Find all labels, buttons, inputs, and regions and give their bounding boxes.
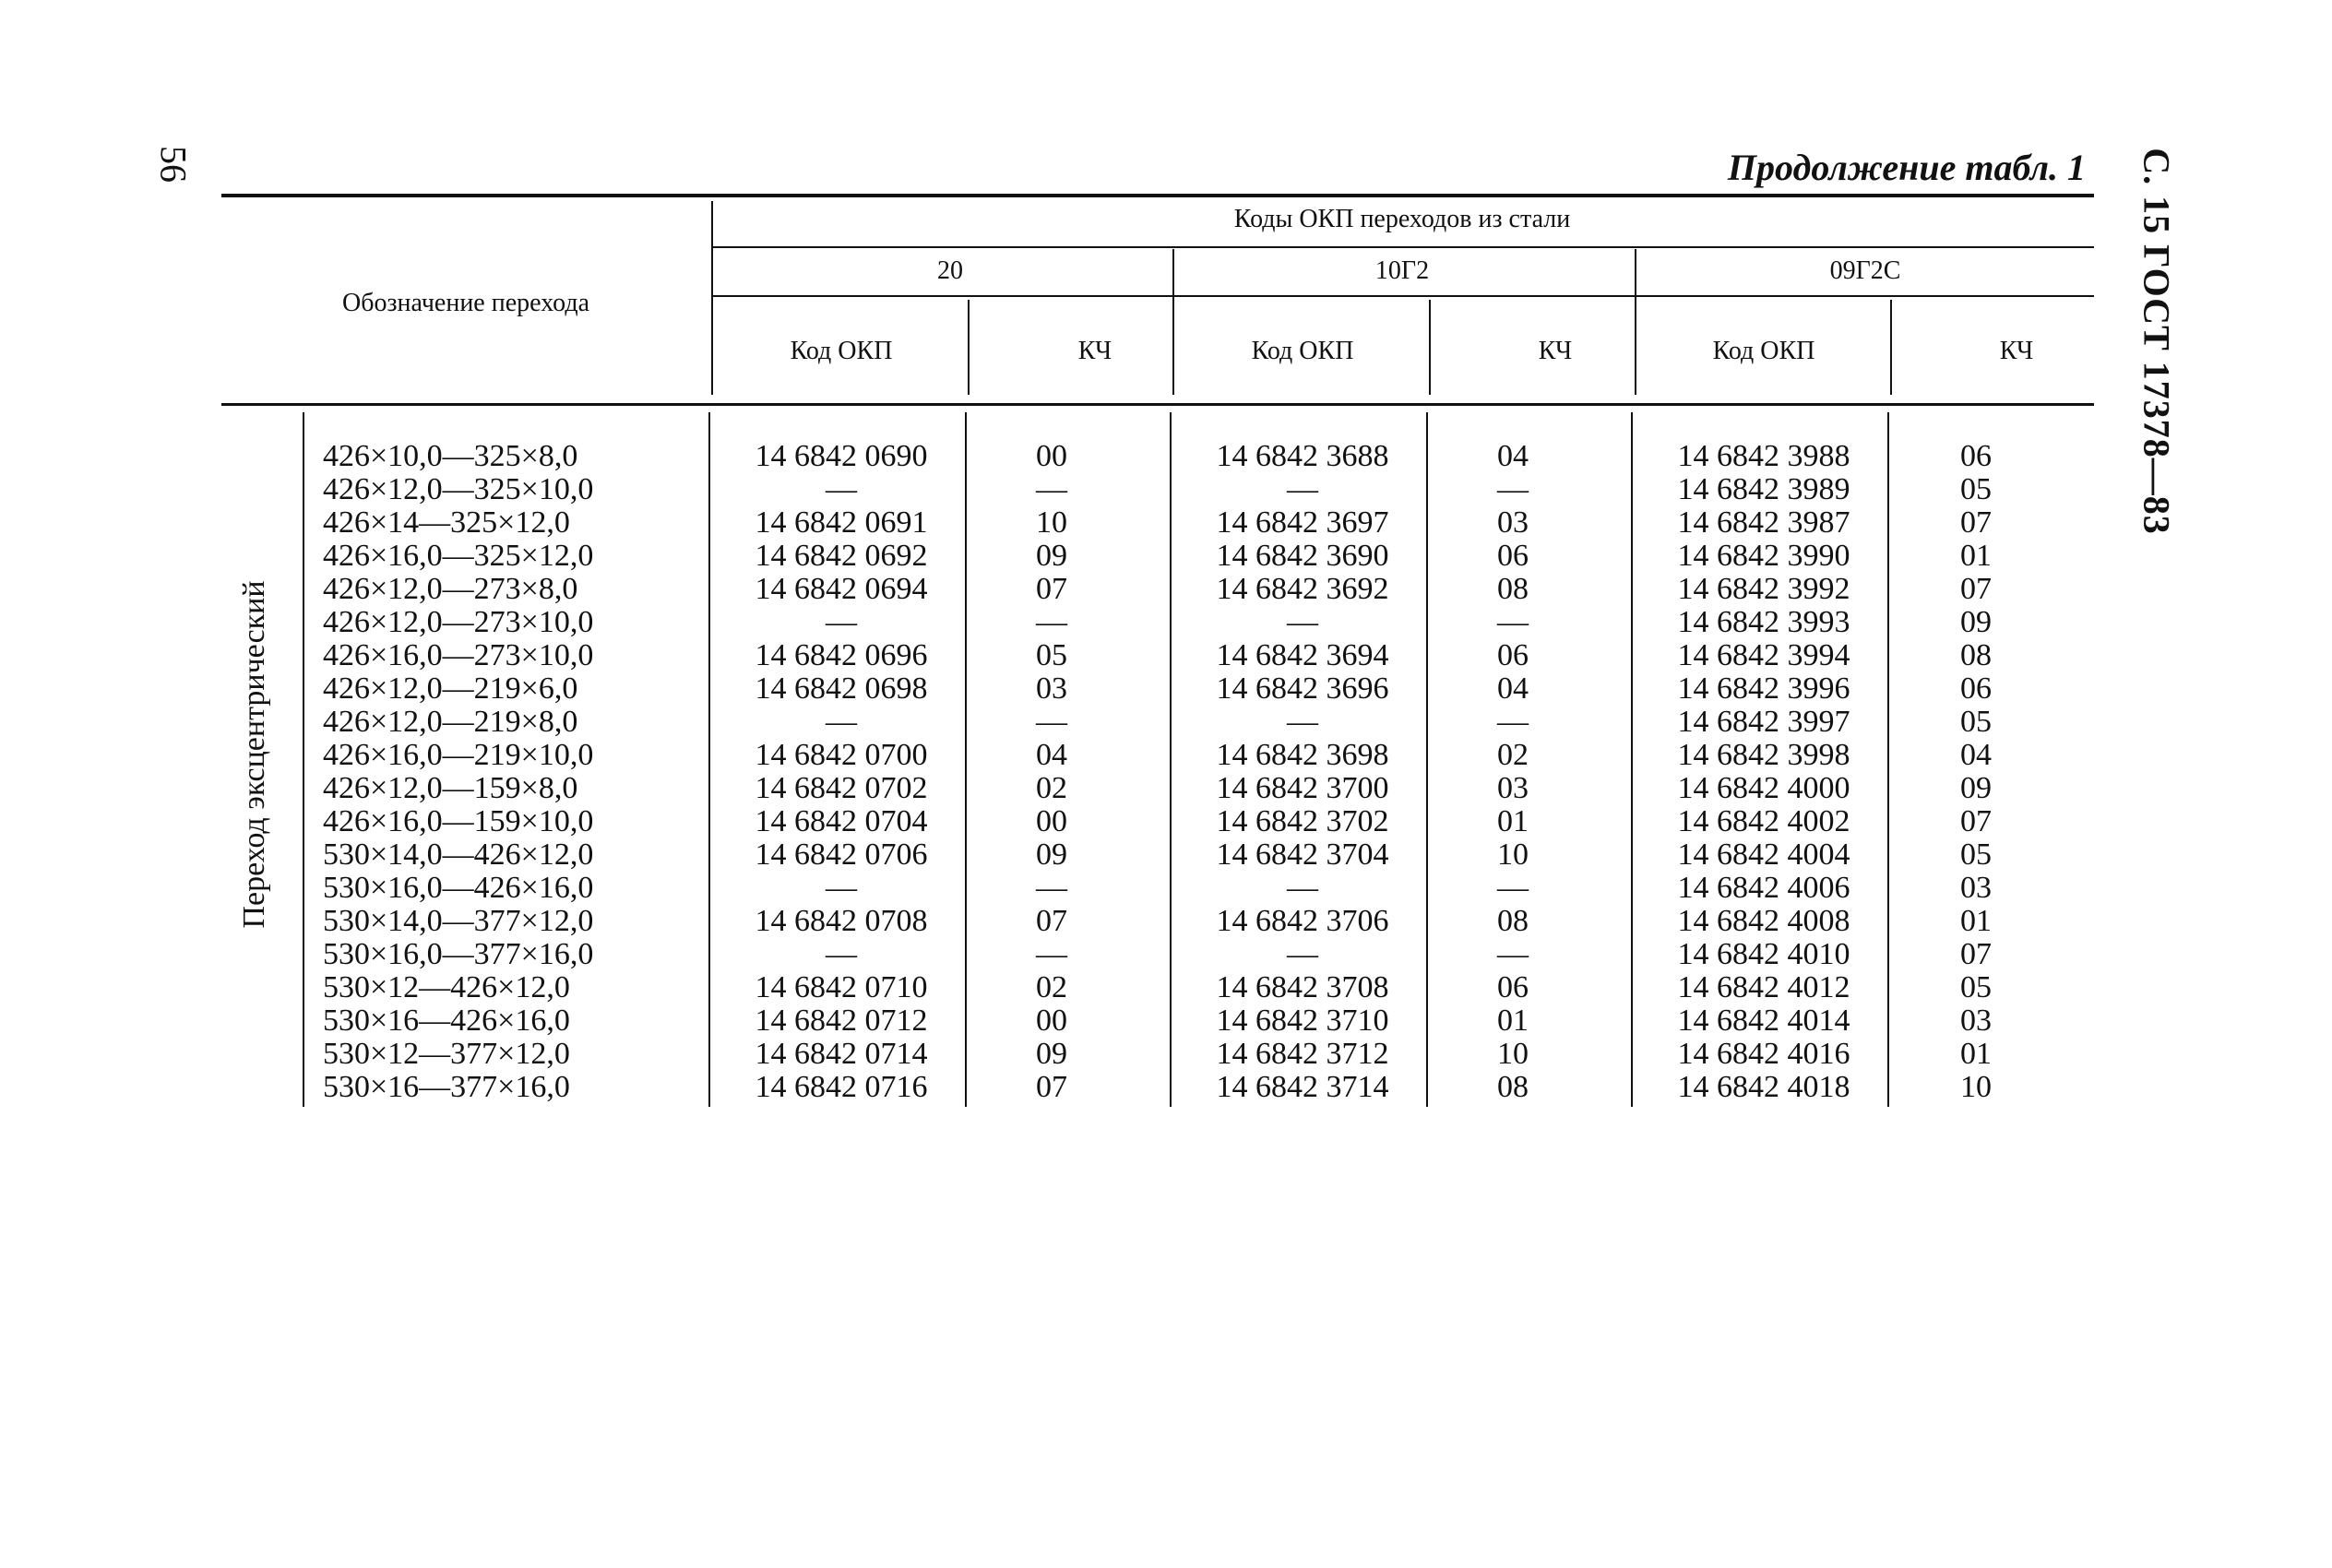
- okp-code-20: 14 6842 0690: [755, 439, 928, 473]
- table-row: [0, 938, 2332, 971]
- okp-code-20: 14 6842 0714: [755, 1037, 928, 1071]
- kch-20: 00: [1036, 439, 1067, 473]
- kch-10g2: 03: [1497, 505, 1529, 540]
- kch-09g2s: 04: [1960, 738, 1992, 772]
- kch-09g2s: 03: [1960, 871, 1992, 905]
- okp-code-10g2: 14 6842 3704: [1216, 837, 1389, 872]
- kch-20: 00: [1036, 1004, 1067, 1038]
- okp-code-09g2s: 14 6842 3993: [1677, 605, 1850, 639]
- okp-code-10g2: —: [1287, 937, 1318, 971]
- header-designation: Обозначение перехода: [342, 289, 589, 317]
- page-number: 56: [152, 146, 195, 183]
- okp-code-20: 14 6842 0710: [755, 970, 928, 1004]
- header-steel-09g2s: 09Г2С: [1829, 256, 1901, 285]
- kch-20: —: [1036, 605, 1067, 639]
- kch-09g2s: 05: [1960, 705, 1992, 739]
- header-steel-20: 20: [937, 256, 963, 285]
- table-row: [0, 805, 2332, 838]
- kch-10g2: 02: [1497, 738, 1529, 772]
- designation-cell: 426×12,0—219×8,0: [323, 705, 578, 739]
- table-continuation-title: Продолжение табл. 1: [1727, 147, 2086, 188]
- okp-code-09g2s: 14 6842 4004: [1677, 837, 1850, 872]
- okp-code-10g2: 14 6842 3697: [1216, 505, 1389, 540]
- designation-cell: 426×12,0—273×8,0: [323, 572, 578, 606]
- kch-10g2: 03: [1497, 771, 1529, 805]
- okp-code-09g2s: 14 6842 4006: [1677, 871, 1850, 905]
- okp-code-09g2s: 14 6842 3992: [1677, 572, 1850, 606]
- table-row: [0, 473, 2332, 506]
- table-row: [0, 1038, 2332, 1071]
- kch-10g2: —: [1497, 705, 1529, 739]
- okp-code-09g2s: 14 6842 3997: [1677, 705, 1850, 739]
- table-row: [0, 872, 2332, 905]
- okp-code-10g2: —: [1287, 871, 1318, 905]
- okp-code-09g2s: 14 6842 4018: [1677, 1070, 1850, 1104]
- kch-09g2s: 03: [1960, 1004, 1992, 1038]
- kch-20: 09: [1036, 1037, 1067, 1071]
- kch-10g2: 10: [1497, 837, 1529, 872]
- okp-code-20: 14 6842 0694: [755, 572, 928, 606]
- okp-code-10g2: 14 6842 3706: [1216, 904, 1389, 938]
- table-row: [0, 639, 2332, 672]
- okp-code-20: 14 6842 0700: [755, 738, 928, 772]
- okp-code-09g2s: 14 6842 3987: [1677, 505, 1850, 540]
- designation-cell: 426×16,0—325×12,0: [323, 539, 594, 573]
- table-row: [0, 772, 2332, 805]
- okp-code-09g2s: 14 6842 3998: [1677, 738, 1850, 772]
- kch-20: —: [1036, 472, 1067, 506]
- okp-code-10g2: —: [1287, 705, 1318, 739]
- okp-code-10g2: 14 6842 3698: [1216, 738, 1389, 772]
- table-row: [0, 573, 2332, 606]
- group-label: Переход эксцентрический: [237, 580, 271, 929]
- okp-code-10g2: 14 6842 3696: [1216, 671, 1389, 706]
- designation-cell: 530×16,0—377×16,0: [323, 937, 594, 971]
- okp-code-20: 14 6842 0702: [755, 771, 928, 805]
- okp-code-20: 14 6842 0712: [755, 1004, 928, 1038]
- kch-20: 02: [1036, 970, 1067, 1004]
- table-row: [0, 706, 2332, 739]
- table-row: [0, 739, 2332, 772]
- kch-20: 10: [1036, 505, 1067, 540]
- okp-code-10g2: 14 6842 3714: [1216, 1070, 1389, 1104]
- kch-20: 00: [1036, 804, 1067, 838]
- designation-cell: 530×14,0—426×12,0: [323, 837, 594, 872]
- designation-cell: 426×16,0—159×10,0: [323, 804, 594, 838]
- okp-code-10g2: 14 6842 3694: [1216, 638, 1389, 672]
- table-row: [0, 606, 2332, 639]
- kch-20: 09: [1036, 837, 1067, 872]
- okp-code-10g2: —: [1287, 472, 1318, 506]
- kch-20: 07: [1036, 1070, 1067, 1104]
- okp-code-20: 14 6842 0696: [755, 638, 928, 672]
- table-row: [0, 540, 2332, 573]
- kch-10g2: —: [1497, 472, 1529, 506]
- table-row: [0, 506, 2332, 540]
- kch-10g2: —: [1497, 937, 1529, 971]
- okp-code-09g2s: 14 6842 4010: [1677, 937, 1850, 971]
- kch-20: 07: [1036, 904, 1067, 938]
- kch-10g2: 08: [1497, 1070, 1529, 1104]
- okp-code-20: 14 6842 0708: [755, 904, 928, 938]
- kch-20: 07: [1036, 572, 1067, 606]
- okp-code-20: 14 6842 0716: [755, 1070, 928, 1104]
- header-steel-10g2: 10Г2: [1374, 256, 1430, 285]
- kch-10g2: 01: [1497, 1004, 1529, 1038]
- okp-code-20: 14 6842 0706: [755, 837, 928, 872]
- designation-cell: 530×14,0—377×12,0: [323, 904, 594, 938]
- designation-cell: 426×12,0—219×6,0: [323, 671, 578, 706]
- kch-09g2s: 05: [1960, 472, 1992, 506]
- okp-code-20: 14 6842 0704: [755, 804, 928, 838]
- kch-10g2: —: [1497, 605, 1529, 639]
- okp-code-10g2: 14 6842 3710: [1216, 1004, 1389, 1038]
- designation-cell: 426×12,0—273×10,0: [323, 605, 594, 639]
- designation-cell: 426×12,0—325×10,0: [323, 472, 594, 506]
- okp-code-09g2s: 14 6842 3989: [1677, 472, 1850, 506]
- okp-code-20: 14 6842 0691: [755, 505, 928, 540]
- designation-cell: 530×12—426×12,0: [323, 970, 570, 1004]
- kch-09g2s: 01: [1960, 539, 1992, 573]
- header-kch: КЧ: [1538, 337, 1573, 365]
- kch-20: —: [1036, 937, 1067, 971]
- designation-cell: 426×16,0—273×10,0: [323, 638, 594, 672]
- kch-10g2: 06: [1497, 539, 1529, 573]
- okp-code-10g2: 14 6842 3692: [1216, 572, 1389, 606]
- okp-code-09g2s: 14 6842 3994: [1677, 638, 1850, 672]
- okp-code-20: 14 6842 0698: [755, 671, 928, 706]
- header-codes-group: Коды ОКП переходов из стали: [1233, 205, 1571, 233]
- kch-09g2s: 08: [1960, 638, 1992, 672]
- okp-code-20: —: [826, 605, 857, 639]
- okp-code-20: —: [826, 937, 857, 971]
- okp-code-09g2s: 14 6842 4008: [1677, 904, 1850, 938]
- okp-code-10g2: —: [1287, 605, 1318, 639]
- kch-09g2s: 07: [1960, 804, 1992, 838]
- designation-cell: 426×16,0—219×10,0: [323, 738, 594, 772]
- designation-cell: 530×16—377×16,0: [323, 1070, 570, 1104]
- okp-code-20: —: [826, 705, 857, 739]
- okp-code-09g2s: 14 6842 3988: [1677, 439, 1850, 473]
- kch-20: —: [1036, 705, 1067, 739]
- kch-10g2: 01: [1497, 804, 1529, 838]
- kch-09g2s: 07: [1960, 505, 1992, 540]
- kch-20: 05: [1036, 638, 1067, 672]
- kch-10g2: 06: [1497, 970, 1529, 1004]
- okp-code-20: 14 6842 0692: [755, 539, 928, 573]
- designation-cell: 530×16,0—426×16,0: [323, 871, 594, 905]
- okp-code-20: —: [826, 472, 857, 506]
- okp-code-09g2s: 14 6842 4002: [1677, 804, 1850, 838]
- okp-code-10g2: 14 6842 3700: [1216, 771, 1389, 805]
- okp-code-10g2: 14 6842 3688: [1216, 439, 1389, 473]
- kch-09g2s: 09: [1960, 771, 1992, 805]
- kch-09g2s: 05: [1960, 837, 1992, 872]
- table-row: [0, 971, 2332, 1004]
- okp-code-09g2s: 14 6842 4012: [1677, 970, 1850, 1004]
- kch-10g2: —: [1497, 871, 1529, 905]
- kch-20: 02: [1036, 771, 1067, 805]
- header-kch: КЧ: [1999, 337, 2034, 365]
- okp-code-09g2s: 14 6842 3996: [1677, 671, 1850, 706]
- header-code-okp: Код ОКП: [1712, 337, 1815, 365]
- okp-code-09g2s: 14 6842 4014: [1677, 1004, 1850, 1038]
- kch-10g2: 04: [1497, 671, 1529, 706]
- kch-20: 09: [1036, 539, 1067, 573]
- kch-20: —: [1036, 871, 1067, 905]
- header-code-okp: Код ОКП: [1251, 337, 1354, 365]
- kch-10g2: 08: [1497, 572, 1529, 606]
- okp-code-10g2: 14 6842 3690: [1216, 539, 1389, 573]
- table-row: [0, 672, 2332, 706]
- okp-code-10g2: 14 6842 3712: [1216, 1037, 1389, 1071]
- kch-09g2s: 09: [1960, 605, 1992, 639]
- kch-20: 04: [1036, 738, 1067, 772]
- okp-code-20: —: [826, 871, 857, 905]
- kch-10g2: 04: [1497, 439, 1529, 473]
- kch-09g2s: 06: [1960, 671, 1992, 706]
- designation-cell: 426×12,0—159×8,0: [323, 771, 578, 805]
- okp-code-10g2: 14 6842 3702: [1216, 804, 1389, 838]
- kch-10g2: 06: [1497, 638, 1529, 672]
- okp-code-09g2s: 14 6842 4000: [1677, 771, 1850, 805]
- table-row: [0, 905, 2332, 938]
- header-kch: КЧ: [1077, 337, 1112, 365]
- designation-cell: 530×12—377×12,0: [323, 1037, 570, 1071]
- table-row: [0, 1004, 2332, 1038]
- kch-10g2: 10: [1497, 1037, 1529, 1071]
- gost-reference: С. 15 ГОСТ 17378—83: [2136, 148, 2178, 535]
- table-row: [0, 440, 2332, 473]
- kch-09g2s: 05: [1960, 970, 1992, 1004]
- kch-09g2s: 07: [1960, 572, 1992, 606]
- kch-20: 03: [1036, 671, 1067, 706]
- kch-09g2s: 10: [1960, 1070, 1992, 1104]
- header-code-okp: Код ОКП: [790, 337, 893, 365]
- kch-09g2s: 07: [1960, 937, 1992, 971]
- designation-cell: 530×16—426×16,0: [323, 1004, 570, 1038]
- kch-09g2s: 06: [1960, 439, 1992, 473]
- okp-code-10g2: 14 6842 3708: [1216, 970, 1389, 1004]
- okp-code-09g2s: 14 6842 3990: [1677, 539, 1850, 573]
- designation-cell: 426×10,0—325×8,0: [323, 439, 578, 473]
- table-row: [0, 838, 2332, 872]
- okp-code-09g2s: 14 6842 4016: [1677, 1037, 1850, 1071]
- table-row: [0, 1071, 2332, 1104]
- kch-09g2s: 01: [1960, 1037, 1992, 1071]
- kch-09g2s: 01: [1960, 904, 1992, 938]
- kch-10g2: 08: [1497, 904, 1529, 938]
- designation-cell: 426×14—325×12,0: [323, 505, 570, 540]
